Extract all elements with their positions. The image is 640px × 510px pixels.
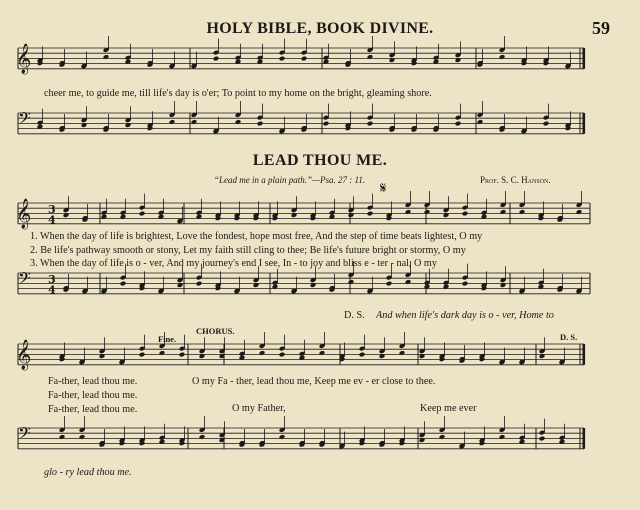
staff-3-treble-note: [139, 352, 146, 358]
staff-2-bass-note: [386, 281, 393, 287]
staff-1-bass-note: [235, 119, 242, 125]
staff-2-treble-note: [462, 211, 469, 217]
staff-1-bass-note: [257, 121, 264, 127]
staff-3-bass-note: [499, 434, 506, 440]
top-hymn-lyric: cheer me, to guide me, till life's day is o'er; To point to my home on the bright, gleaming shore.: [44, 88, 432, 99]
bass-cue-left: O my Father,: [232, 403, 286, 414]
staff-3-treble-note: [319, 350, 326, 356]
page-number: 59: [592, 18, 610, 38]
refrain-line-3: Fa-ther, lead thou me.: [48, 404, 138, 415]
staff-2-bass-note: [405, 279, 412, 285]
staff-1-treble-note: [213, 56, 220, 62]
staff-3-treble-note: [259, 350, 266, 356]
page-title: HOLY BIBLE, BOOK DIVINE.: [206, 20, 434, 37]
refrain-line-2: Fa-ther, lead thou me.: [48, 390, 138, 401]
staff-1-bass-note: [367, 121, 374, 127]
staff-1-treble-note: [103, 54, 110, 60]
staff-3-treble-note: [179, 352, 186, 358]
staff-3-treble-final-bar: [583, 344, 586, 365]
verse-line-3: 3. When the day of life is o - ver, And my journey's end I see, In - to joy and bliss e - ter - nal, O my: [30, 258, 437, 269]
time-signature-bottom: 4: [48, 283, 56, 297]
staff-3-treble-note: [359, 352, 366, 358]
treble-clef-icon: 𝄞: [16, 199, 32, 229]
chorus-marker: CHORUS.: [196, 326, 235, 336]
staff-1-bass-note: [455, 121, 462, 127]
staff-1-bass-note: [323, 121, 330, 127]
staff-1-bass-note: [543, 121, 550, 127]
hymn-epigraph: “Lead me in a plain path.”—Psa. 27 : 11.: [214, 175, 366, 185]
ds-lyric: And when life's dark day is o - ver, Home to: [376, 310, 554, 321]
staff-2-bass-note: [348, 279, 355, 285]
ds-label: D. S.: [344, 310, 365, 321]
refrain-line-1: Fa-ther, lead thou me.: [48, 376, 138, 387]
time-signature-bottom: 4: [48, 213, 56, 227]
staff-3-bass-note: [539, 436, 546, 442]
staff-2-bass-note: [462, 281, 469, 287]
treble-clef-icon: 𝄞: [16, 340, 32, 370]
staff-3-bass-note: [59, 434, 66, 440]
staff-2-treble-note: [139, 211, 146, 217]
staff-3-treble-note: [399, 350, 406, 356]
ending-lyric: glo - ry lead thou me.: [44, 467, 132, 478]
chorus-lyric: O my Fa - ther, lead thou me, Keep me ev - er close to thee.: [192, 376, 436, 387]
staff-2-treble-note: [367, 211, 374, 217]
staff-2-treble-note: [500, 209, 507, 215]
staff-1-treble-note: [301, 56, 308, 62]
time-signature-top: 3: [48, 273, 56, 286]
verse-line-1: 1. When the day of life is brightest, Love the fondest, hope most free, And the step of time beats lightest, O my: [30, 231, 483, 242]
bass-clef-icon: 𝄢: [18, 268, 31, 292]
hymn-title: LEAD THOU ME.: [252, 152, 388, 169]
staff-1-bass-final-bar: [583, 113, 586, 134]
time-signature-top: 3: [48, 203, 56, 216]
staff-2-treble-note: [576, 209, 583, 215]
fine-marker: Fine.: [158, 334, 177, 344]
segno-sign: 𝄋: [380, 181, 387, 197]
staff-1-treble-final-bar: [583, 48, 586, 69]
hymn-composer: Prof. S. C. Hanson.: [480, 175, 551, 185]
staff-2-bass-note: [120, 281, 127, 287]
staff-3-bass-note: [439, 434, 446, 440]
ds-end-marker: D. S.: [560, 332, 578, 342]
staff-3-bass-note: [279, 434, 286, 440]
treble-clef-icon: 𝄞: [16, 44, 32, 74]
staff-3-treble-note: [279, 352, 286, 358]
staff-3-bass-final-bar: [583, 428, 586, 449]
staff-2-treble-note: [405, 209, 412, 215]
staff-1-bass-note: [169, 119, 176, 125]
verse-line-2: 2. Be life's pathway smooth or stony, Let my faith still cling to thee; Be life's future bright or stormy, O my: [30, 245, 466, 256]
staff-2-treble-note: [519, 209, 526, 215]
staff-1-treble-note: [367, 54, 374, 60]
staff-2-treble-note: [424, 209, 431, 215]
staff-2-bass-note: [196, 281, 203, 287]
staff-3-bass-note: [199, 434, 206, 440]
staff-1-treble-note: [279, 56, 286, 62]
bass-clef-icon: 𝄢: [18, 423, 31, 447]
staff-3-bass-note: [79, 434, 86, 440]
staff-3-treble-note: [159, 350, 166, 356]
staff-1-bass-note: [477, 119, 484, 125]
bass-clef-icon: 𝄢: [18, 108, 31, 132]
staff-1-bass-note: [191, 119, 198, 125]
staff-1-treble-note: [499, 54, 506, 60]
bass-cue-right: Keep me ever: [420, 403, 477, 414]
